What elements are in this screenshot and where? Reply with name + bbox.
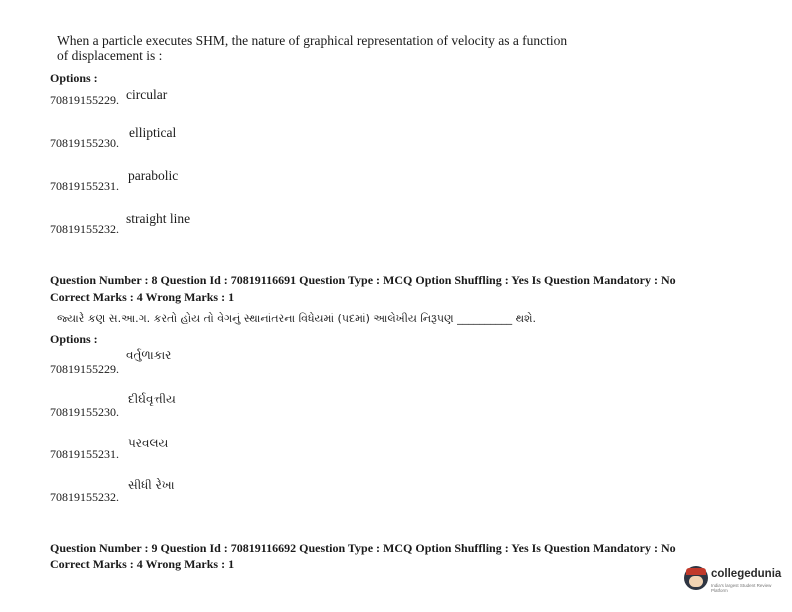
option-text: straight line	[126, 211, 191, 226]
collegedunia-logo	[684, 562, 784, 596]
option-text: પરવલય	[128, 436, 169, 450]
option-id: 70819155230.	[50, 136, 119, 150]
option-id: 70819155231.	[50, 447, 119, 461]
marks-meta: Correct Marks : 4 Wrong Marks : 1	[50, 557, 235, 571]
options-label: Options :	[50, 71, 98, 85]
logo-name: collegedunia	[711, 568, 782, 580]
option-text: સીધી રેખા	[128, 478, 175, 492]
question-text-line1: When a particle executes SHM, the nature of graphical representation of velocity as a function	[57, 33, 568, 48]
option-text: દીર્ઘવૃત્તીય	[128, 392, 176, 406]
option-id: 70819155229.	[50, 93, 119, 107]
option-text: વર્તુળાકાર	[126, 348, 172, 362]
graduate-avatar-icon	[684, 566, 708, 590]
question-meta: Question Number : 8 Question Id : 70819116691 Question Type : MCQ Option Shuffling : Yes Is Question Mandatory : No	[50, 273, 676, 287]
question-meta: Question Number : 9 Question Id : 70819116692 Question Type : MCQ Option Shuffling : Yes Is Question Mandatory : No	[50, 541, 676, 555]
option-id: 70819155232.	[50, 222, 119, 236]
options-label: Options :	[50, 332, 98, 346]
option-text: circular	[126, 87, 168, 102]
marks-meta: Correct Marks : 4 Wrong Marks : 1	[50, 290, 235, 304]
logo-tagline: India's largest Student Review Platform	[711, 583, 772, 593]
option-text: parabolic	[128, 168, 179, 183]
question-text-line2: of displacement is :	[57, 48, 163, 63]
option-id: 70819155230.	[50, 405, 119, 419]
option-id: 70819155229.	[50, 362, 119, 376]
option-text: elliptical	[129, 125, 177, 140]
option-id: 70819155231.	[50, 179, 119, 193]
option-id: 70819155232.	[50, 490, 119, 504]
question-text: જ્યારે કણ સ.આ.ગ. કરતો હોય તો વેગનું સ્થાનાંતરના વિધેયમાં (પદમાં) આલેખીય નિરૂપણ __________ થશે.	[57, 312, 537, 325]
